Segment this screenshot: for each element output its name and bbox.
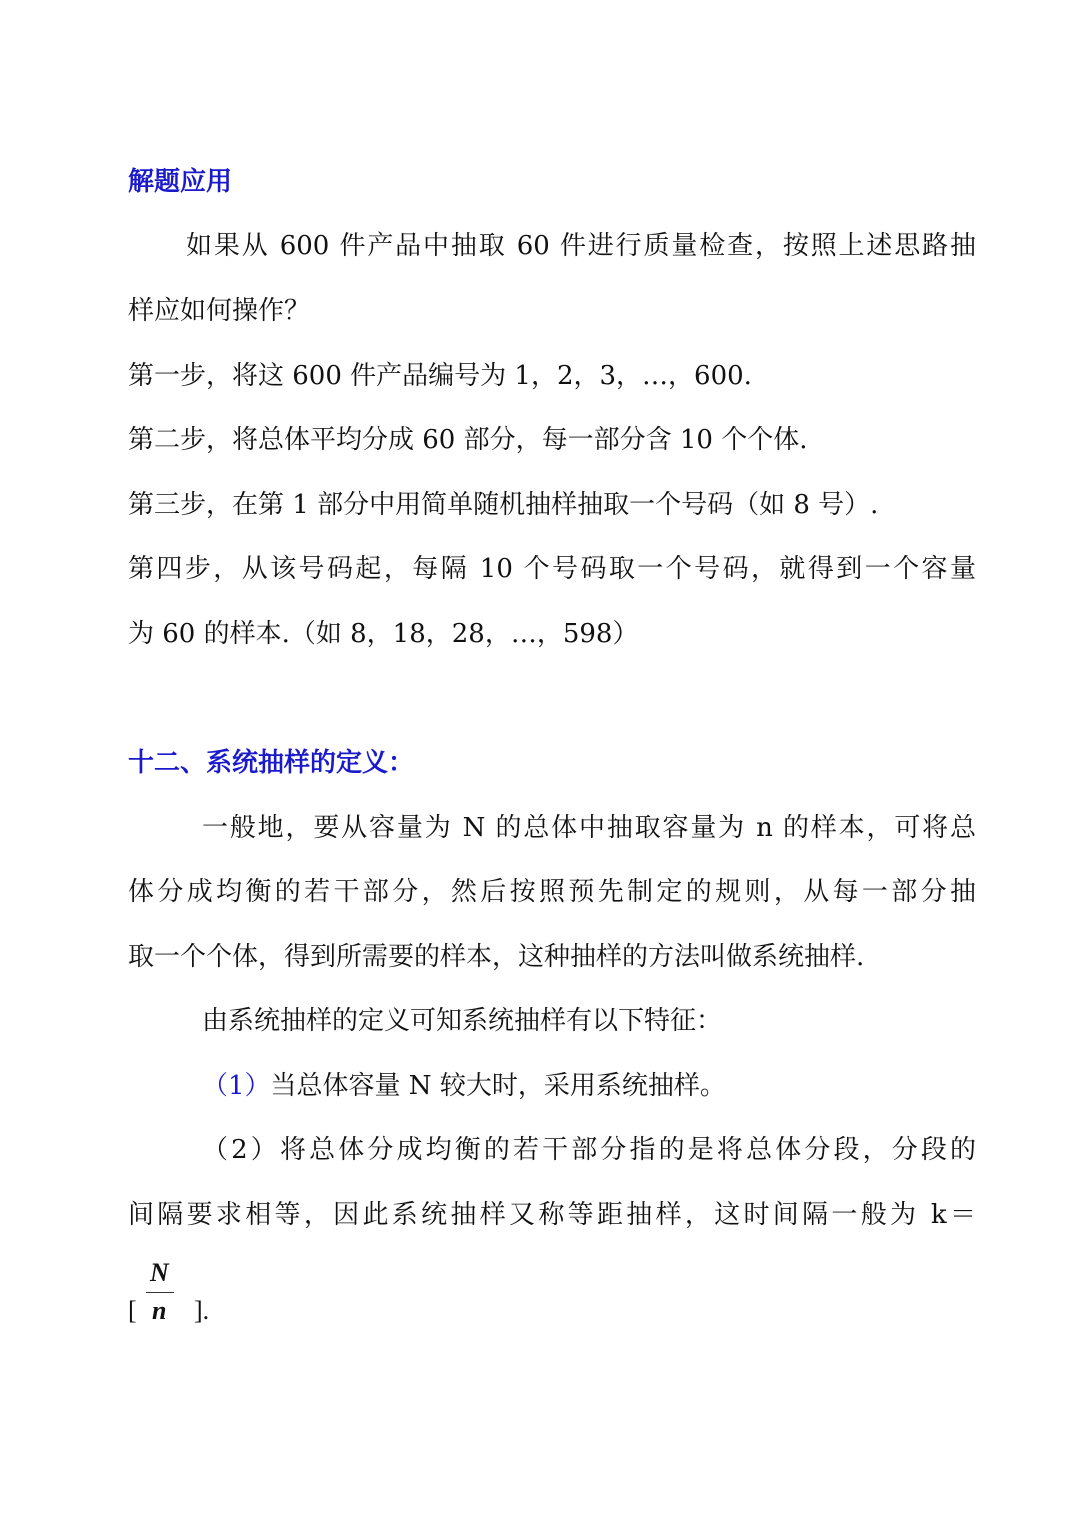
step-4: 第四步，从该号码起，每隔 10 个号码取一个号码，就得到一个容量 [128, 554, 976, 584]
formula-open-bracket: [ [128, 1296, 137, 1325]
step-4-cont: 为 60 的样本.（如 8，18，28，…，598） [128, 619, 639, 649]
formula-numerator: N [150, 1258, 169, 1287]
feature-2-line-2: 间隔要求相等，因此系统抽样又称等距抽样，这时间隔一般为 k＝ [128, 1200, 976, 1230]
fraction-bar [146, 1292, 174, 1293]
definition-line-1: 一般地，要从容量为 N 的总体中抽取容量为 n 的样本，可将总 [202, 813, 976, 843]
feature-1-number: （1） [202, 1071, 271, 1101]
formula-close-bracket: ]. [194, 1296, 210, 1325]
step-2: 第二步，将总体平均分成 60 部分，每一部分含 10 个个体. [128, 425, 808, 455]
section-title-definition: 十二、系统抽样的定义： [128, 748, 415, 778]
step-1: 第一步，将这 600 件产品编号为 1，2，3，…，600. [128, 361, 752, 391]
section-title-application: 解题应用 [128, 167, 233, 197]
question-line-2: 样应如何操作？ [128, 296, 311, 326]
feature-2-line-1: （2）将总体分成均衡的若干部分指的是将总体分段，分段的 [202, 1135, 976, 1165]
feature-1-text: 当总体容量 N 较大时，采用系统抽样。 [270, 1071, 726, 1101]
definition-line-3: 取一个个体，得到所需要的样本，这种抽样的方法叫做系统抽样. [128, 942, 865, 972]
question-line-1: 如果从 600 件产品中抽取 60 件进行质量检查，按照上述思路抽 [186, 231, 976, 261]
step-3: 第三步，在第 1 部分中用简单随机抽样抽取一个号码（如 8 号）. [128, 490, 879, 520]
features-intro: 由系统抽样的定义可知系统抽样有以下特征： [202, 1006, 723, 1036]
formula-denominator: n [152, 1296, 167, 1325]
definition-line-2: 体分成均衡的若干部分，然后按照预先制定的规则，从每一部分抽 [128, 877, 976, 907]
feature-1 [202, 1069, 1050, 1103]
